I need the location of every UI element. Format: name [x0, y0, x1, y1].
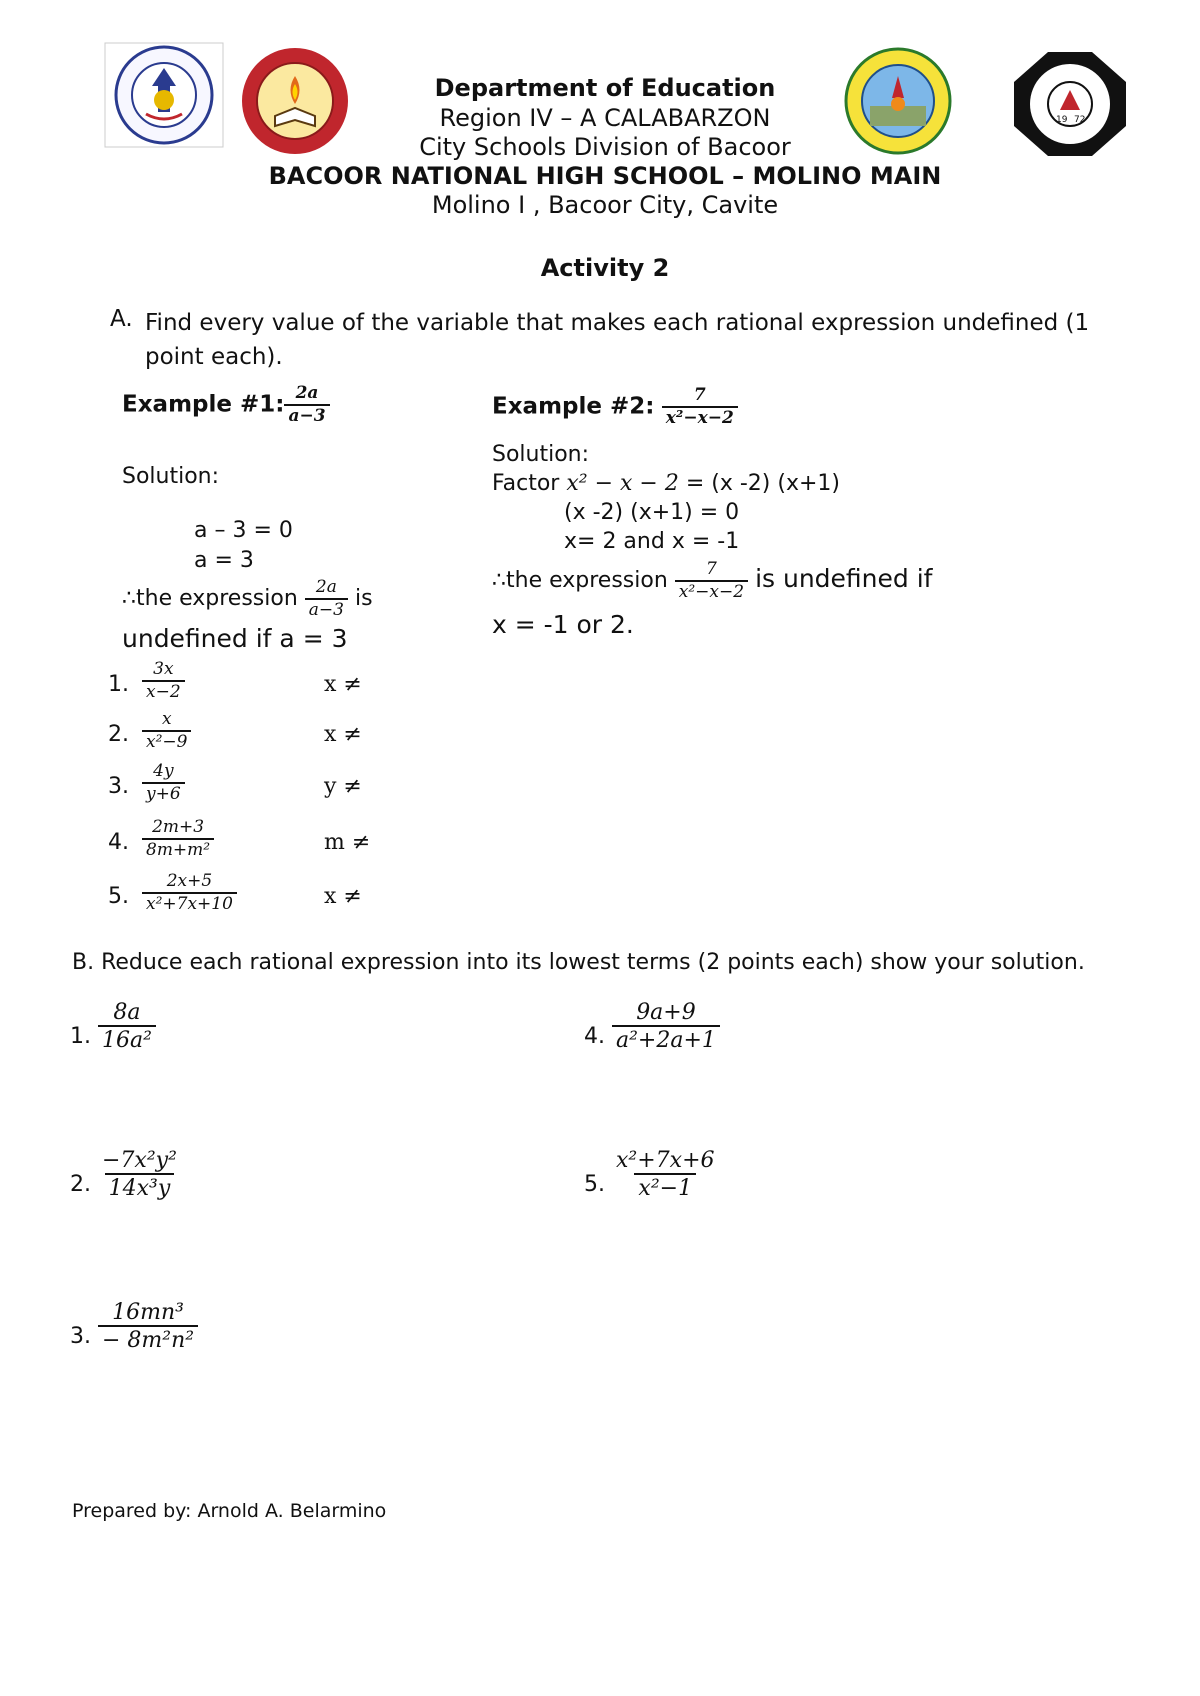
answer-blank[interactable]: x ≠ — [324, 884, 362, 909]
item-number: 3. — [70, 1324, 91, 1349]
example-1-result: undefined if a = 3 — [122, 624, 348, 653]
example-1-conclusion — [122, 578, 373, 620]
item-number: 4. — [108, 830, 129, 855]
example-2-conclusion-suffix: is undefined if — [755, 564, 933, 594]
item-numerator: 2m+3 — [152, 817, 205, 837]
school-address: Molino I , Bacoor City, Cavite — [431, 191, 779, 219]
item-denominator: − 8m²n² — [98, 1325, 198, 1353]
answer-blank[interactable]: x ≠ — [324, 722, 362, 747]
item-number: 2. — [70, 1172, 91, 1197]
example-2-factor-word: Factor — [492, 471, 560, 496]
answer-blank[interactable]: m ≠ — [324, 830, 371, 855]
item-numerator: x²+7x+6 — [616, 1148, 715, 1173]
item-numerator: 9a+9 — [636, 1000, 696, 1025]
item-denominator: x²−9 — [142, 730, 191, 753]
item-denominator: 14x³y — [105, 1173, 175, 1201]
item-denominator: 8m+m² — [142, 838, 214, 861]
item-denominator: x²+7x+10 — [142, 892, 237, 915]
division-line: City Schools Division of Bacoor — [419, 133, 791, 161]
activity-title: Activity 2 — [540, 254, 670, 282]
item-denominator: 16a² — [98, 1025, 156, 1053]
example-2-conclusion — [492, 560, 932, 602]
item-number: 1. — [70, 1024, 91, 1049]
item-denominator: x²−1 — [634, 1173, 696, 1201]
item-numerator: x — [161, 709, 172, 729]
item-number: 5. — [108, 884, 129, 909]
example-1-step-2: a = 3 — [194, 548, 254, 573]
part-a-instruction: Find every value of the variable that makes each rational expression undefined (1 point each). — [145, 310, 1090, 370]
item-numerator: −7x²y² — [102, 1148, 177, 1173]
item-number: 5. — [584, 1172, 605, 1197]
item-numerator: 3x — [153, 659, 174, 679]
example-1-label: Example #1: — [122, 391, 285, 418]
example-2-factor-result: = (x -2) (x+1) — [685, 471, 840, 496]
prepared-by: Prepared by: Arnold A. Belarmino — [72, 1500, 387, 1522]
example-2-step-3: x= 2 and x = -1 — [564, 529, 740, 554]
part-b-instruction: B. Reduce each rational expression into its lowest terms (2 points each) show your solution. — [72, 950, 1085, 975]
example-2-label: Example #2: — [492, 393, 655, 420]
example-1-step-1: a – 3 = 0 — [194, 518, 293, 543]
example-2-conclusion-denominator: x²−x−2 — [675, 580, 748, 603]
example-2-result: x = -1 or 2. — [492, 610, 634, 639]
example-1-conclusion-is: is — [354, 586, 373, 612]
example-2-conclusion-prefix: ∴the expression — [492, 568, 668, 594]
answer-blank[interactable]: x ≠ — [324, 672, 362, 697]
part-a-letter: A. — [110, 306, 133, 332]
example-2-factor-expression: x² − x − 2 — [566, 471, 679, 496]
school-seal-year-right: 72 — [1074, 115, 1086, 125]
example-1-conclusion-numerator: 2a — [315, 577, 337, 597]
example-1-denominator: a−3 — [284, 404, 329, 427]
region-line: Region IV – A CALABARZON — [439, 104, 771, 132]
example-1-numerator: 2a — [295, 383, 319, 403]
item-numerator: 2x+5 — [166, 871, 213, 891]
example-2-denominator: x²−x−2 — [662, 406, 738, 429]
example-2-numerator: 7 — [693, 385, 706, 405]
item-number: 2. — [108, 722, 129, 747]
example-2-conclusion-numerator: 7 — [706, 559, 717, 579]
answer-blank[interactable]: y ≠ — [324, 774, 362, 799]
item-denominator: y+6 — [142, 782, 185, 805]
example-1 — [122, 384, 330, 426]
item-numerator: 4y — [153, 761, 174, 781]
item-denominator: a²+2a+1 — [612, 1025, 720, 1053]
example-1-conclusion-denominator: a−3 — [305, 598, 348, 621]
item-number: 3. — [108, 774, 129, 799]
example-1-conclusion-prefix: ∴the expression — [122, 586, 298, 612]
school-seal-year-left: 19 — [1056, 115, 1068, 125]
department-title: Department of Education — [434, 74, 776, 102]
item-numerator: 8a — [113, 1000, 141, 1025]
example-2-solution-label: Solution: — [492, 442, 590, 467]
item-number: 4. — [584, 1024, 605, 1049]
example-2-factor-line — [492, 471, 840, 496]
item-denominator: x−2 — [142, 680, 185, 703]
example-2-step-2: (x -2) (x+1) = 0 — [564, 500, 740, 525]
example-2 — [492, 386, 738, 428]
example-1-solution-label: Solution: — [122, 464, 220, 489]
item-numerator: 16mn³ — [112, 1300, 184, 1325]
item-number: 1. — [108, 672, 129, 697]
school-name: BACOOR NATIONAL HIGH SCHOOL – MOLINO MAIN — [268, 162, 942, 190]
